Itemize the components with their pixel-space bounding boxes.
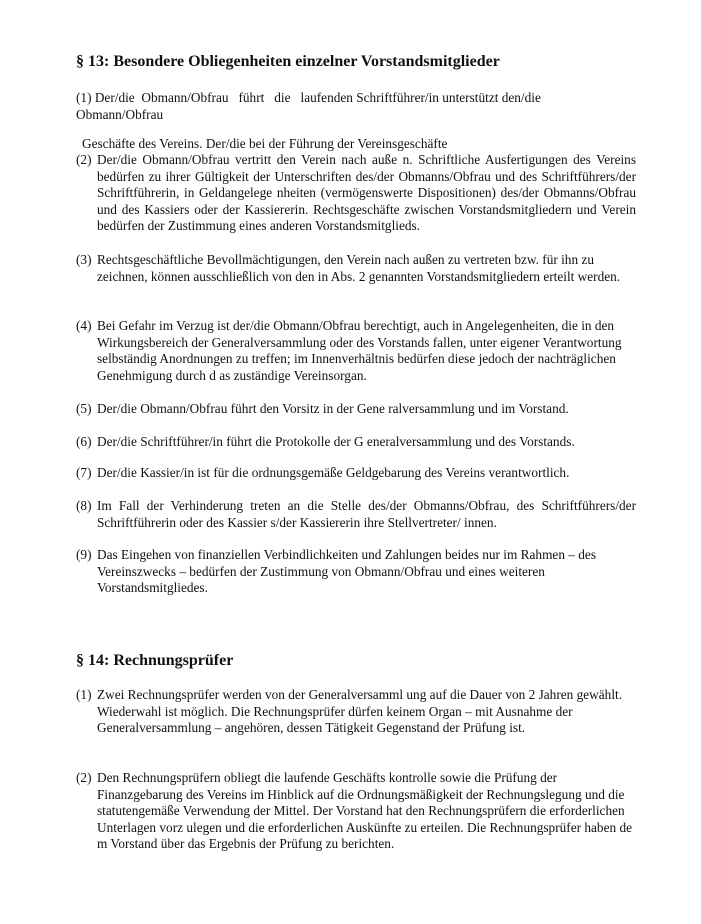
item-text: Im Fall der Verhinderung treten an die Stelle des/der Obmanns/Obfrau, des Schriftführers/der Schriftführerin oder des Kassier s/der Kassiererin ihre Stellvertreter/ innen. [97, 498, 636, 530]
item-number: (4) [76, 318, 92, 333]
paragraph-1-continuation [82, 136, 642, 153]
section-13-item-5 [76, 401, 636, 418]
item-number: (3) [76, 252, 92, 267]
paragraph-1-continuation-text: Geschäfte des Vereins. Der/die bei der Führung der Vereinsgeschäfte [82, 136, 448, 151]
item-text: Den Rechnungsprüfern obliegt die laufende Geschäfts kontrolle sowie die Prüfung der Finanzgebarung des Vereins im Hinblick auf die Ordnungsmäßigkeit der Rechnungslegung und die statutengemäße Verwendung der Mittel. Der Vorstand hat den Rechnungsprüfern die erforderlichen Unterlagen vorz ulegen und die erforderlichen Auskünfte zu erteilen. Die Rechnungsprüfer haben de m Vorstand über das Ergebnis der Prüfung zu berichten. [97, 770, 632, 851]
item-number: (5) [76, 401, 92, 416]
item-number: (2) [76, 152, 92, 167]
paragraph-1-line-2: Obmann/Obfrau [76, 106, 164, 122]
section-13-item-9 [76, 547, 636, 597]
item-text: Rechtsgeschäftliche Bevollmächtigungen, den Verein nach außen zu vertreten bzw. für ihn zu zeichnen, können ausschließlich von den in Abs. 2 genannten Vorstandsmitgliedern erteilt werden. [97, 252, 621, 284]
item-number: (2) [76, 770, 92, 785]
section-13-item-2 [76, 152, 636, 235]
item-text: Der/die Schriftführer/in führt die Protokolle der G eneralversammlung und des Vorstands. [97, 434, 575, 449]
section-13-item-7 [76, 465, 636, 482]
item-number: (8) [76, 498, 92, 513]
paragraph-1-line-1: (1) Der/die Obmann/Obfrau führt die laufenden Schriftführer/in unterstützt den/die [76, 90, 541, 105]
section-14-item-1 [76, 687, 636, 737]
item-text: Zwei Rechnungsprüfer werden von der Generalversamml ung auf die Dauer von 2 Jahren gewählt. Wiederwahl ist möglich. Die Rechnungsprüfer dürfen keinem Organ – mit Ausnahme der Generalversammlung – angehören, dessen Tätigkeit Gegenstand der Prüfung ist. [97, 687, 623, 735]
section-14-heading: § 14: Rechnungsprüfer [76, 652, 234, 669]
item-text: Der/die Kassier/in ist für die ordnungsgemäße Geldgebarung des Vereins verantwortlich. [97, 465, 570, 480]
item-text: Der/die Obmann/Obfrau vertritt den Verein nach auße n. Schriftliche Ausfertigungen des Vereins bedürfen zu ihrer Gültigkeit der Unterschriften des/der Obmanns/Obfrau und des Schriftführers/der Schriftführerin, in Geldangelege nheiten (vermögenswerte Dispositionen) des/der Obmanns/Obfrau und des Kassiers oder der Kassiererin. Rechtsgeschäfte zwischen Vorstandsmitgliedern und Verein bedürfen der Zustimmung eines anderen Vorstandsmitglieds. [97, 152, 636, 233]
item-text: Der/die Obmann/Obfrau führt den Vorsitz in der Gene ralversammlung und im Vorstand. [97, 401, 569, 416]
item-number: (7) [76, 465, 92, 480]
section-13-item-3 [76, 252, 636, 285]
section-13-item-4 [76, 318, 636, 384]
section-13-heading: § 13: Besondere Obliegenheiten einzelner Vorstandsmitglieder [76, 53, 500, 70]
section-13-paragraph-1 [76, 90, 636, 123]
item-text: Das Eingehen von finanziellen Verbindlichkeiten und Zahlungen beides nur im Rahmen – des Vereinszwecks – bedürfen der Zustimmung von Obmann/Obfrau und eines weiteren Vorstandsmitgliedes. [97, 547, 596, 595]
item-number: (9) [76, 547, 92, 562]
section-14-item-2 [76, 770, 636, 853]
item-text: Bei Gefahr im Verzug ist der/die Obmann/Obfrau berechtigt, auch in Angelegenheiten, die in den Wirkungsbereich der Generalversammlung oder des Vorstands fallen, unter eigener Verantwortung selbständig Anordnungen zu treffen; im Innenverhältnis bedürfen diese jedoch der nachträglichen Genehmigung durch d as zuständige Vereinsorgan. [97, 318, 622, 383]
item-number: (6) [76, 434, 92, 449]
section-13-item-6 [76, 434, 636, 451]
item-number: (1) [76, 687, 92, 702]
section-13-item-8 [76, 498, 636, 531]
